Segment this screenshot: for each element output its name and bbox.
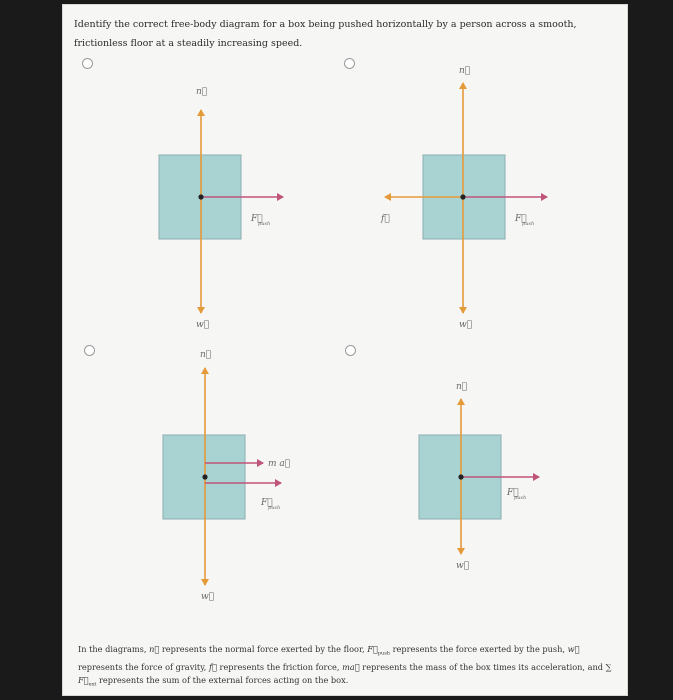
legend-text: In the diagrams, n⃗ represents the normal force exerted by the floor, $F⃗_{push}$ represents the force exerted by the push, w⃗ represents the force of gravity, f⃗ represents the friction force, ma⃗ represents the mass of the box times its acceleration, and ∑ $F⃗_{ext}$ represents the sum of the external forces acting on the box. <box>78 644 612 688</box>
ma-symbol: ma⃗ <box>342 661 360 672</box>
fpush-label-b: F⃗ <box>515 214 527 224</box>
n-label-b: n⃗ <box>459 66 471 76</box>
f-label-b: f⃗ <box>381 214 390 224</box>
question-page <box>62 4 628 696</box>
w-label-d: w⃗ <box>456 561 470 571</box>
question-text: Identify the correct free-body diagram for a box being pushed horizontally by a person across a smooth, frictionless floor at a steadily increasing speed. <box>74 19 577 49</box>
center-dot-d <box>458 474 463 479</box>
fpush-sub-b: push <box>522 221 535 227</box>
center-dot-c <box>202 474 207 479</box>
n-symbol: n⃗ <box>149 644 160 654</box>
diagram-d <box>419 382 539 571</box>
fpush-sub-c: push <box>268 505 281 511</box>
center-dot-a <box>198 194 203 199</box>
fpush-label-d: F⃗ <box>507 488 519 498</box>
diagram-c <box>163 350 290 602</box>
n-label-d: n⃗ <box>456 382 468 392</box>
ma-label-c: m a⃗ <box>268 459 291 469</box>
fpush-label-a: F⃗ <box>251 214 263 224</box>
center-dot-b <box>460 194 465 199</box>
w-label-b: w⃗ <box>459 320 473 330</box>
w-label-a: w⃗ <box>196 320 210 330</box>
diagram-a <box>159 87 283 330</box>
sum-symbol: ∑ <box>605 661 612 672</box>
fext-symbol: F⃗ <box>78 674 89 685</box>
f-symbol: f⃗ <box>208 661 217 672</box>
w-label-c: w⃗ <box>201 592 215 602</box>
fpush-sub-d: push <box>514 495 527 501</box>
n-label-c: n⃗ <box>200 350 212 360</box>
fpush-symbol: F⃗ <box>367 644 378 654</box>
diagrams-canvas <box>63 5 629 697</box>
fpush-label-c: F⃗ <box>261 498 273 508</box>
diagram-b <box>380 66 547 330</box>
fpush-sub-a: push <box>258 221 271 227</box>
n-label-a: n⃗ <box>196 87 208 97</box>
w-symbol: w⃗ <box>567 644 580 654</box>
